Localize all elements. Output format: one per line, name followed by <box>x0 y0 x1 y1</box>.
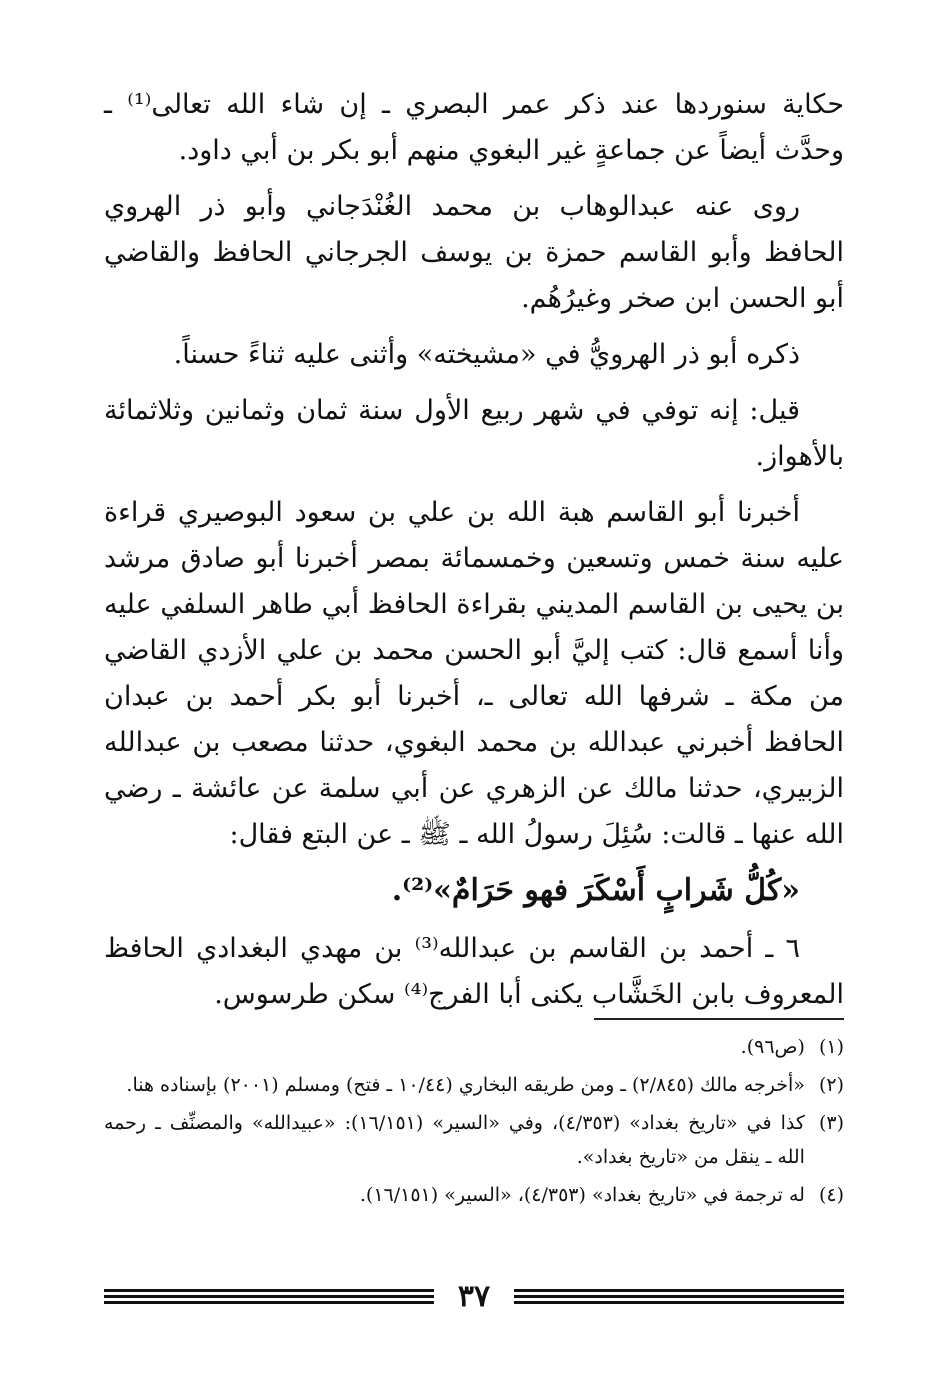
paragraph-3: ذكره أبو ذر الهرويُّ في «مشيخته» وأثنى عليه ثناءً حسناً. <box>173 339 800 370</box>
footnote-text: له ترجمة في «تاريخ بغداد» (٤/٣٥٣)، «السير» (١٦/١٥١). <box>359 1184 805 1206</box>
paragraph-5: أخبرنا أبو القاسم هبة الله بن علي بن سعود البوصيري قراءة عليه سنة خمس وتسعين وخمسمائة بمصر أخبرنا أبو صادق مرشد بن يحيى بن القاسم المديني بقراءة الحافظ أبي طاهر السلفي عليه وأنا أسمع قال: كتب إليَّ أبو الحسن محمد بن علي الأزدي القاضي من مكة ـ شرفها الله تعالى ـ، أخبرنا أبو بكر أحمد بن عبدان الحافظ أخبرني عبدالله بن محمد البغوي، حدثنا مصعب بن عبدالله الزبيري، حدثنا مالك عن الزهري عن أبي سلمة عن عائشة ـ رضي الله عنها ـ قالت: سُئِلَ رسولُ الله ـ ﷺ ـ عن البتع فقال: <box>104 497 844 850</box>
footer-rule-left <box>104 1289 434 1304</box>
footnote <box>104 1178 844 1212</box>
footnote-number: (٣) <box>818 1112 844 1134</box>
paragraph-6: ٦ ـ أحمد بن القاسم بن عبدالله⁽³⁾ بن مهدي البغدادي الحافظ المعروف بابن الخَشَّاب يكنى أبا الفرج⁽⁴⁾ سكن طرسوس. <box>104 933 844 1010</box>
footnote-number: (٤) <box>818 1184 844 1206</box>
footnote-text: (ص٩٦). <box>740 1036 805 1058</box>
footnote-separator <box>594 1018 844 1020</box>
hadith-quote: «كُلُّ شَرابٍ أَسْكَرَ فهو حَرَامٌ»⁽²⁾. <box>391 873 800 908</box>
page-number: ٣٧ <box>457 1278 491 1314</box>
paragraph-1: حكاية سنوردها عند ذكر عمر البصري ـ إن شاء الله تعالى⁽¹⁾ ـ وحدَّث أيضاً عن جماعةٍ غير البغوي منهم أبو بكر بن أبي داود. <box>104 89 845 166</box>
main-text <box>104 82 844 1028</box>
footnote <box>104 1030 844 1064</box>
footnote-text: «أخرجه مالك (٢/٨٤٥) ـ ومن طريقه البخاري (١٠/٤٤ ـ فتح) ومسلم (٢٠٠١) بإسناده هنا. <box>126 1074 805 1096</box>
footnotes <box>104 1030 844 1216</box>
paragraph-2: روى عنه عبدالوهاب بن محمد الغُنْدَجاني وأبو ذر الهروي الحافظ وأبو القاسم حمزة بن يوسف الجرجاني الحافظ والقاضي أبو الحسن ابن صخر وغيرُهُم. <box>104 191 844 314</box>
footnote <box>104 1068 844 1102</box>
footer-rule-right <box>514 1289 844 1304</box>
footnote-number: (٢) <box>818 1074 844 1096</box>
page-footer <box>104 1276 844 1316</box>
footnote-text: كذا في «تاريخ بغداد» (٤/٣٥٣)، وفي «السير» (١٦/١٥١): «عبيدالله» والمصنِّف ـ رحمه الله ـ ينقل من «تاريخ بغداد». <box>104 1112 805 1168</box>
footnote <box>104 1106 844 1174</box>
footnote-number: (١) <box>818 1036 844 1058</box>
paragraph-4: قيل: إنه توفي في شهر ربيع الأول سنة ثمان وثمانين وثلاثمائة بالأهواز. <box>104 395 844 472</box>
